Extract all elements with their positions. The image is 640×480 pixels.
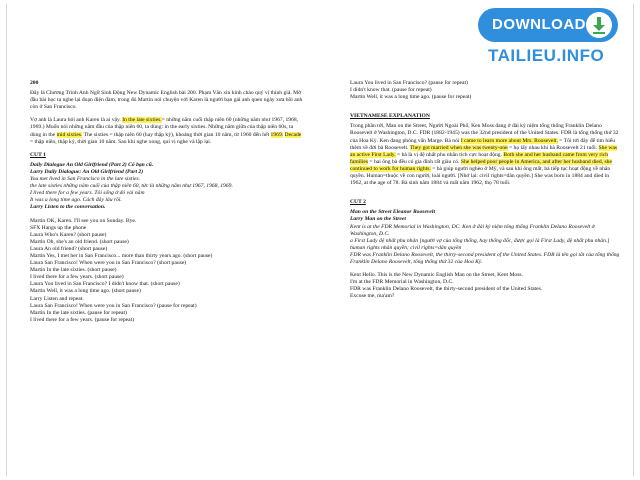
dialogue-line: You met lived in San Francisco in the late sixties. [30,176,141,183]
conversation-line: Laura An old friend? (short pause) [30,245,108,252]
site-name: TAILIEU.INFO [488,46,605,65]
highlight-rich-families: Both she and her husband came from very rich families [350,151,609,165]
download-button[interactable] [478,8,618,42]
conversation-line: I lived there for a few years. (pause for repeat) [30,316,135,323]
highlight-human-rights: She helped poor people in America, and after her husband died, she continued to work for human rights. [350,158,612,172]
segment-line: Kent is at the FDR Memorial in Washington, DC. Ken ở đài kỷ niệm tổng thống Franklin Delano Roosevelt ở Washington, D.C. [350,223,595,237]
conversation-line: Martin Well, it was a long time ago. (short pause) [30,288,141,295]
kent-line: Kent Hello. This is the New Dynamic English Man on the Street, Kent Moss. [350,272,523,279]
kent-line: FDR was Franklin Delano Roosevelt, the thirty-second president of the United States. [350,286,543,293]
highlight-learn-more: I came to learn more about Mrs. Roosevelt. [460,137,558,144]
repeat-lines [350,80,620,101]
dialogue-line: I lived there for a few years. Tôi sống ở đó vài năm [30,190,145,197]
kent-line: I'm at the FDR Memorial in Washington, D.C. [350,279,454,286]
repeat-line: Laura You lived in San Francisco? (pause for repeat) [350,80,468,86]
segment-line: Man on the Street Eleanor Roosevelt [350,209,435,216]
expl-text: = những năm cuối thập niên 60 (những năm như 1967, 1968, 1969.) Muốn nói những năm đầu của thập niên 60, ta dùng: in the early sixties. Những năm giữa của thập niên 60s, ta dùng in the [30,117,299,138]
ve-text: = bà là vị đệ nhất phu nhân tích cực hoạt động. [395,151,504,158]
dialogue-line: It was a long time ago. Cách đây lâu rồi. [30,197,122,204]
dialogue-line: the late sixties những năm cuối của thập niên 60, tức là những năm như 1967, 1968, 1969. [30,183,233,190]
dialogue-line: Larry Daily Dialogue: An Old Girlfriend (Part 2) [30,168,144,175]
right-column [350,80,620,300]
highlight-first-lady: She was an active First Lady. [350,144,618,158]
tailieu-logo[interactable] [470,4,630,74]
highlight-decade: Decade [284,131,302,138]
segment-line: human rights nhân quyền; civil rights=dân quyền [350,244,462,251]
conversation-line: Laura Who's Karen? (short pause) [30,231,107,238]
highlight-late-sixties: In the late sixties. [122,117,162,124]
expl-text: = thập niên, thập kỷ, thời gian 10 năm. Sau khi nghe xong, quí vị nghe và lập lại. [30,138,212,145]
conversation-line: Martin Yes, I met her in San Francisco... more than thirty years ago. (short pause) [30,252,213,259]
vietnamese-explanation-heading: VIETNAMESE EXPLANATION [350,113,430,120]
conversation-line: Laura You lived in San Francisco? I didn't know that. (short pause) [30,281,180,288]
ve-text: = hai ông bà đều có gia đình rất giàu có. [368,158,461,165]
vietnamese-explanation-paragraph [350,123,620,187]
expl-text: The sixties = thập niên 60 (hay thập kỷ), khoảng thời gian 10 năm, từ 1960 đến hết [82,131,271,138]
conversation-line: I lived there for a few years. (short pause) [30,274,124,281]
conversation-line: Martin OK, Karen. I'll see you on Sunday. Bye. [30,217,137,224]
highlight-married: They got married when she was twenty-one [409,144,508,151]
conversation-line: SFX Hangs up the phone [30,224,87,231]
segment-line: a First Lady đệ nhất phu nhân [người vợ của tổng thống, hay thống đốc, được gọi là First Lady, đệ nhất phu nhân.] [350,237,610,244]
page-number: 200 [30,80,39,86]
repeat-line: Martin Well, it was a long time ago. (pause for repeat) [350,94,472,101]
dialogue-line: Daily Dialogue An Old Girlfriend (Part 2) Cô bạn cũ. [30,161,154,168]
download-button-label: DOWNLOAD [492,16,586,33]
conversation-line: Martin In the late sixties. (short pause) [30,267,117,274]
conversation-line: Laura San Francisco! When were you in San Francisco? (pause for repeat) [30,302,197,309]
cut1-heading: CUT 1 [30,151,46,158]
download-arrow-icon [586,12,612,38]
conversation-line: Martin In the late sixties. (pause for repeat) [30,309,127,316]
highlight-mid-sixties: mid sixties. [56,131,83,138]
ve-text: = Tôi tới đây để tìm hiểu thêm về đời bà Roosevelt. [350,137,616,151]
repeat-line: I didn't know that. (pause for repeat) [350,87,432,94]
kent-line: Excuse me, ma'am? [350,293,395,300]
expl-text: Vợ anh là Laura hỏi anh Karen là ai vậy. [30,117,123,124]
explanation-paragraph [30,117,305,145]
highlight-1969: 1969. [270,131,284,138]
dialogue-line: Larry Listen to the conversation. [30,204,106,211]
conversation-line: Martin Oh, she's an old friend. (short pause) [30,238,129,245]
ve-text: Trong phần tới, Man on the Street, Người Ngoài Phố, Ken Moss đang ở đài kỷ niệm tổng thống Franklin Delano Roosevelt ở Washington, D.C. FDR (1882-1945) was the 32nd president of the United States. FDR là tổng thống thứ 32 của Hoa Kỳ. Ken đang phỏng vấn Marge. Bà nói [350,123,619,144]
conversation-line: Laura San Francisco! When were you in San Francisco? (short pause) [30,260,187,267]
cut2-heading: CUT 2 [350,199,366,206]
ve-text: = bà giúp người nghèo ở Mỹ, và sau khi ông mất, bà tiếp tục hoạt động về nhân quyền. Human=thuộc về con người, loài người. [Nhớ lại: civil rights=dân quyền.] She was born in 1884 and died in 1962, at the age of 78. Bà sinh năm 1884 và mất năm 1962, thọ 78 tuổi. [350,165,611,187]
intro-paragraph: Đây là Chương Trình Anh Ngữ Sinh Động New Dynamic English bài 200. Phạm Văn xin kính chào quý vị thính giả. Mở đầu bài học ta nghe lại đoạn điện đàm, trong đó Martin nói chuyện với Karen là người bạn gái anh quen ngày xưa hồi anh còn ở San Francisco. [30,90,303,111]
segment-line: FDR was Franklin Delano Roosevelt, the thirty-second president of the United States. FDR là tên gọi tắt của tổng thống Franklin Delano Roosevelt, tổng thống thứ 32 của Hoa Kỳ. [350,251,620,265]
segment-line: Larry Man on the Street [350,216,406,223]
left-column [30,80,305,324]
ve-text: = họ lấy nhau khi bà Roosevelt 21 tuổi. [507,144,599,151]
conversation-block [30,218,305,324]
conversation-line: Larry Listen and repeat. [30,295,84,302]
